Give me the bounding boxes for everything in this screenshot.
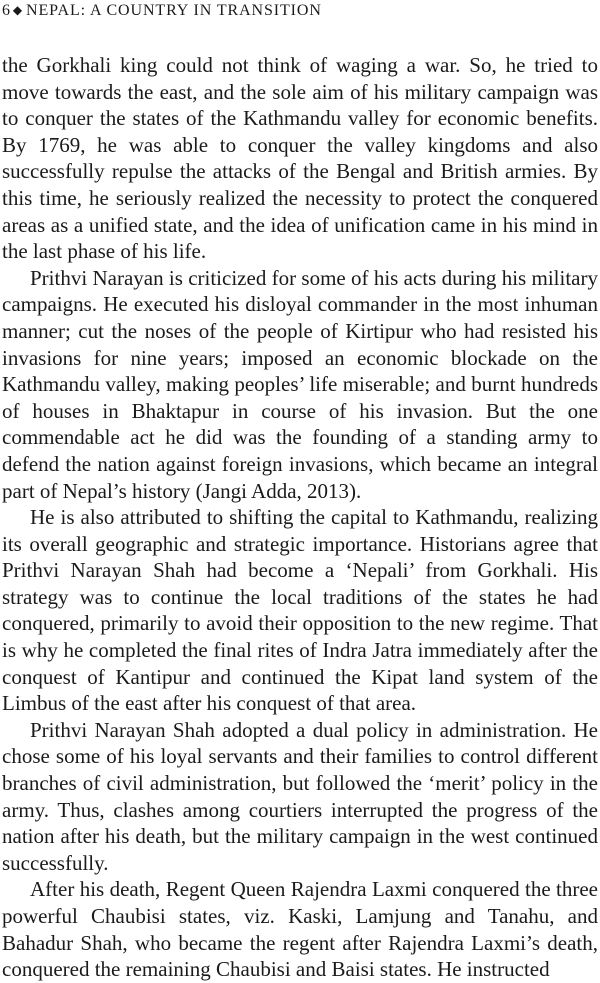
diamond-bullet-icon: ◆	[12, 3, 24, 17]
paragraph: Prithvi Narayan is criticized for some of his acts during his military campaigns. He executed his disloyal commander in the most inhuman manner; cut the noses of the people of Kirtipur who had resisted his invasions for nine years; imposed an economic blockade on the Kathmandu valley, making peoples’ life miserable; and burnt hundreds of houses in Bhaktapur in course of his invasion. But the one commendable act he did was the founding of a standing army to defend the nation against foreign invasions, which became an integral part of Nepal’s history (Jangi Adda, 2013).	[2, 265, 598, 503]
paragraph: After his death, Regent Queen Rajendra Laxmi conquered the three powerful Chaubisi states, viz. Kaski, Lamjung and Tanahu, and Bahadur Shah, who became the regent after Rajendra Laxmi’s death, conquered the remaining Chaubisi and Baisi states. He instructed	[2, 877, 598, 982]
paragraph: He is also attributed to shifting the capital to Kathmandu, realizing its overall geographic and strategic importance. Historians agree that Prithvi Narayan Shah had become a ‘Nepali’ from Gorkhali. His strategy was to continue the local traditions of the states he had conquered, primarily to avoid their opposition to the new regime. That is why he completed the final rites of Indra Jatra immediately after the conquest of Kantipur and continued the Kipat land system of the Limbus of the east after his conquest of that area.	[2, 505, 598, 716]
paragraph-continued: the Gorkhali king could not think of waging a war. So, he tried to move towards the east, and the sole aim of his military campaign was to conquer the states of the Kathmandu valley for economic benefits. By 1769, he was able to conquer the valley kingdoms and also successfully repulse the attacks of the Bengal and British armies. By this time, he seriously realized the necessity to protect the conquered areas as a unified state, and the idea of unification came in his mind in the last phase of his life.	[2, 53, 598, 264]
paragraph: Prithvi Narayan Shah adopted a dual policy in administration. He chose some of his loyal servants and their families to control different branches of civil administration, but followed the ‘merit’ policy in the army. Thus, clashes among courtiers interrupted the progress of the nation after his death, but the military campaign in the west continued successfully.	[2, 717, 598, 875]
body-text	[2, 52, 598, 983]
running-header	[2, 0, 598, 28]
running-title: NEPAL: A COUNTRY IN TRANSITION	[26, 2, 322, 19]
page-number: 6	[2, 2, 11, 19]
